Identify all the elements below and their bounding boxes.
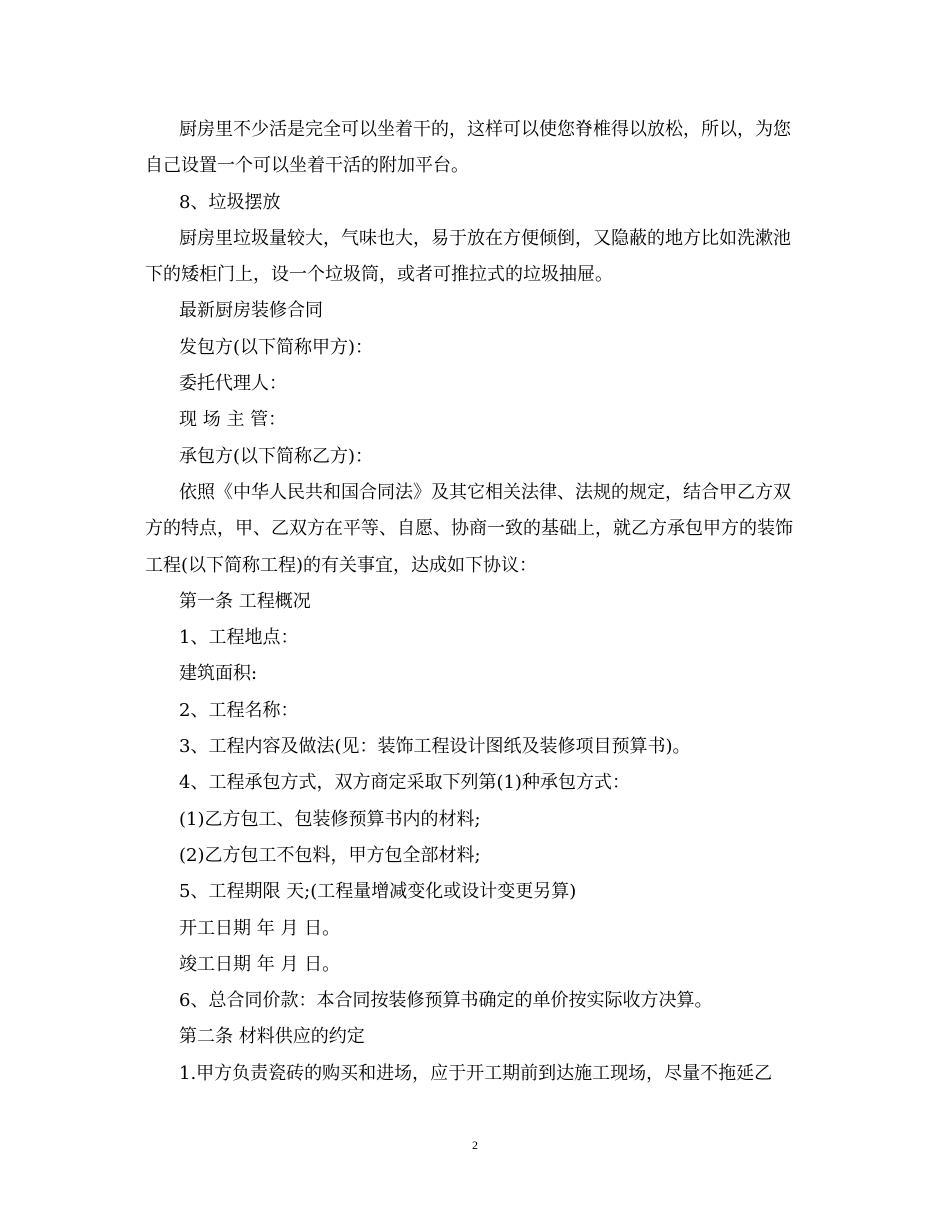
agent-line: 委托代理人： (179, 373, 287, 395)
site-supervisor-line: 现 场 主 管： (179, 409, 287, 431)
building-area-line: 建筑面积: (179, 663, 258, 685)
mode-option-2: (2)乙方包工不包料，甲方包全部材料; (179, 844, 481, 866)
article-1-heading: 第一条 工程概况 (179, 590, 311, 612)
start-date-line: 开工日期 年 月 日。 (179, 917, 341, 939)
heading-garbage-placement: 8、垃圾摆放 (179, 191, 281, 213)
paragraph-garbage: 厨房里垃圾量较大，气味也大，易于放在方便倾倒，又隐蔽的地方比如洗漱池下的矮柜门上，设一个垃圾筒，或者可推拉式的垃圾抽屉。 (145, 227, 791, 286)
page-number: 2 (472, 1138, 478, 1152)
contract-title: 最新厨房装修合同 (179, 300, 323, 322)
project-content-line: 3、工程内容及做法(见：装饰工程设计图纸及装修项目预算书)。 (179, 736, 691, 758)
contract-price-line: 6、总合同价款：本合同按装修预算书确定的单价按实际收方决算。 (179, 990, 713, 1012)
paragraph-sitting-platform: 厨房里不少活是完全可以坐着干的，这样可以使您脊椎得以放松，所以，为您自己设置一个可以坐着干活的附加平台。 (145, 119, 791, 177)
material-supply-line: 1.甲方负责瓷砖的购买和进场，应于开工期前到达施工现场，尽量不拖延乙 (179, 1062, 773, 1084)
document-body (145, 112, 807, 1092)
party-a-line: 发包方(以下简称甲方)： (179, 336, 374, 358)
party-b-line: 承包方(以下简称乙方)： (179, 445, 374, 467)
mode-option-1: (1)乙方包工、包装修预算书内的材料; (179, 808, 481, 830)
project-name-line: 2、工程名称： (179, 699, 299, 721)
project-duration-line: 5、工程期限 天;(工程量增减变化或设计变更另算) (179, 881, 577, 903)
contract-mode-line: 4、工程承包方式，双方商定采取下列第(1)种承包方式： (179, 772, 630, 794)
contract-preamble: 依照《中华人民共和国合同法》及其它相关法律、法规的规定，结合甲乙方双方的特点，甲、乙双方在平等、自愿、协商一致的基础上，就乙方承包甲方的装饰工程(以下简称工程)的有关事宜，达成如下协议： (145, 481, 793, 576)
project-location-line: 1、工程地点： (179, 627, 299, 649)
article-2-heading: 第二条 材料供应的约定 (179, 1026, 365, 1048)
completion-date-line: 竣工日期 年 月 日。 (179, 953, 341, 975)
